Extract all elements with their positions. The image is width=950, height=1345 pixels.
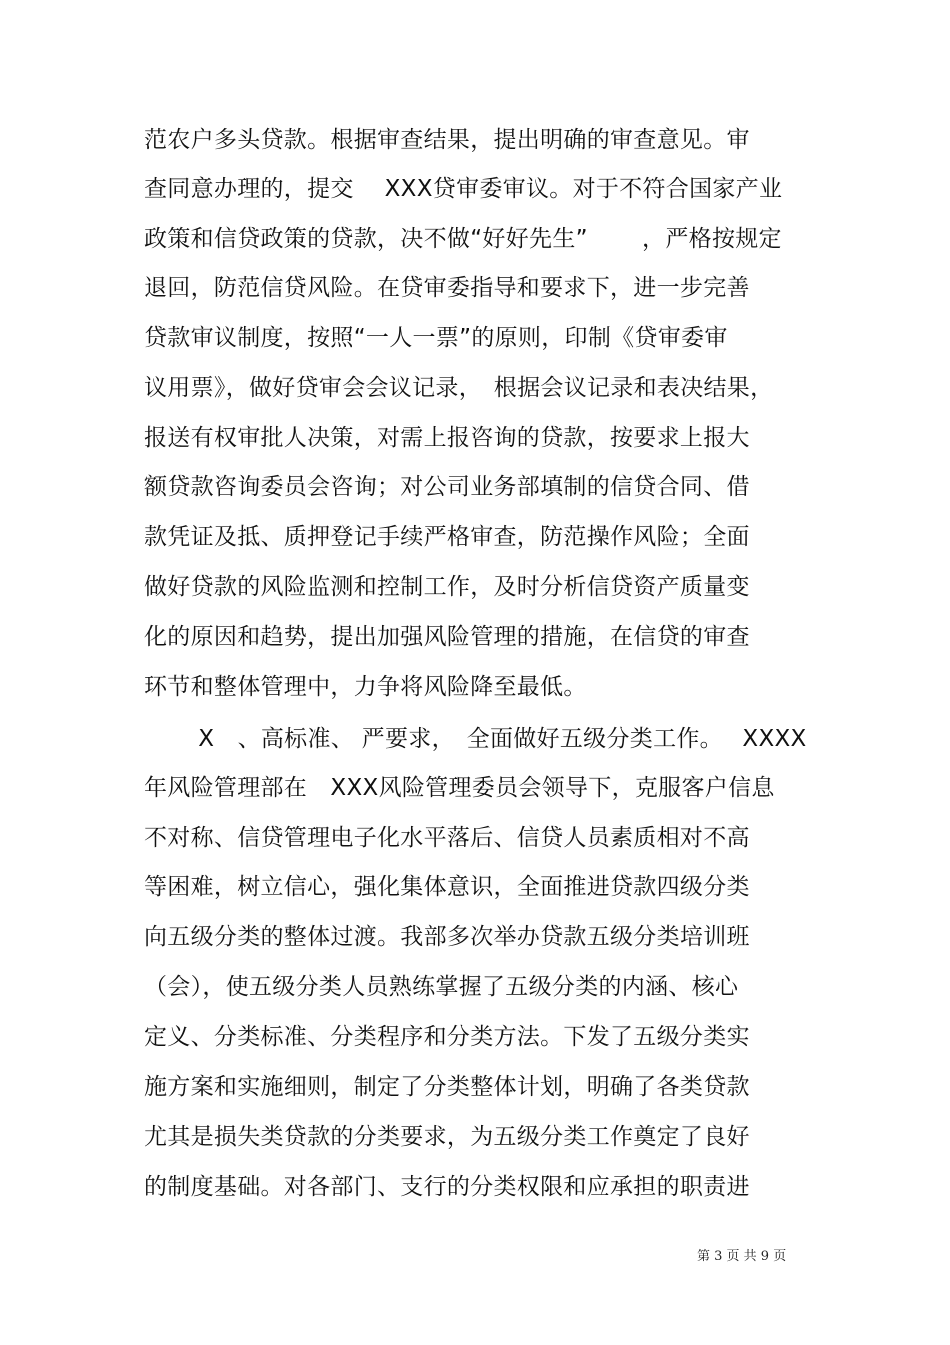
text-line: 施方案和实施细则，制定了分类整体计划，明确了各类贷款 [144,1074,750,1100]
text-line: 的制度基础。对各部门、支行的分类权限和应承担的职责进 [144,1174,750,1200]
text-line: 等困难，树立信心，强化集体意识，全面推进贷款四级分类 [144,874,750,900]
text-line: 尤其是损失类贷款的分类要求，为五级分类工作奠定了良好 [144,1124,750,1150]
text-line: 环节和整体管理中，力争将风险降至最低。 [144,674,587,700]
text-line: 不对称、信贷管理电子化水平落后、信贷人员素质相对不高 [144,825,750,851]
text-line: 做好贷款的风险监测和控制工作，及时分析信贷资产质量变 [144,574,750,600]
text-line: 年风险管理部在 XXX风险管理委员会领导下，克服客户信息 [144,775,775,801]
text-line: 退回，防范信贷风险。在贷审委指导和要求下，进一步完善 [144,275,750,301]
text-line: 政策和信贷政策的贷款，决不做“好好先生” ，严格按规定 [144,226,782,252]
text-line: 贷款审议制度，按照“一人一票”的原则，印制《贷审委审 [144,325,728,351]
text-line: 报送有权审批人决策，对需上报咨询的贷款，按要求上报大 [144,425,750,451]
text-line: X 、高标准、 严要求， 全面做好五级分类工作。 XXXX [144,726,807,752]
page-number: 第 3 页 共 9 页 [697,1249,787,1264]
text-line: 化的原因和趋势，提出加强风险管理的措施，在信贷的审查 [144,624,750,650]
text-line: 范农户多头贷款。根据审查结果，提出明确的审查意见。审 [144,127,750,153]
text-line: 查同意办理的，提交 XXX贷审委审议。对于不符合国家产业 [144,176,783,202]
text-line: 议用票》，做好贷审会会议记录， 根据会议记录和表决结果， [144,375,774,401]
text-line: 向五级分类的整体过渡。我部多次举办贷款五级分类培训班 [144,924,750,950]
text-line: 定义、分类标准、分类程序和分类方法。下发了五级分类实 [144,1024,750,1050]
text-line: 额贷款咨询委员会咨询；对公司业务部填制的信贷合同、借 [144,474,750,500]
text-line: （会），使五级分类人员熟练掌握了五级分类的内涵、核心 [144,974,739,1000]
text-line: 款凭证及抵、质押登记手续严格审查，防范操作风险；全面 [144,524,750,550]
